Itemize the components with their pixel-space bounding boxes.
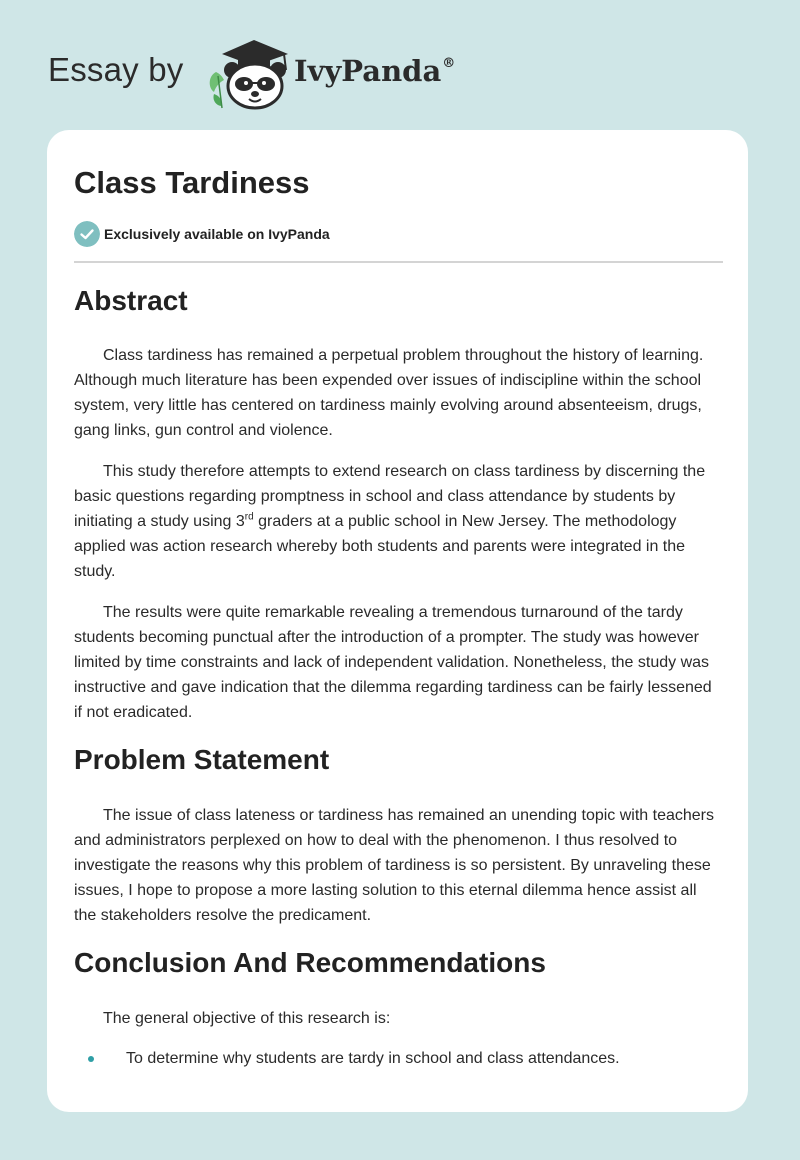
abstract-paragraph-2: [74, 459, 723, 584]
exclusive-badge: [74, 221, 374, 247]
section-heading-abstract: Abstract: [74, 285, 188, 316]
panda-logo-icon: [202, 36, 292, 110]
list-item: [74, 1046, 723, 1071]
check-circle-icon: [74, 221, 100, 247]
ordinal-suffix: rd: [244, 511, 254, 523]
abstract-paragraph-3: The results were quite remarkable revealing a tremendous turnaround of the tardy students becoming punctual after the introduction of a prompter. The study was however limited by time constraints and lack of independent validation. Nonetheless, the study was instructive and gave indication that the dilemma regarding tardiness can be fairly lessened if not eradicated.: [74, 604, 712, 721]
bullet-icon: [88, 1056, 94, 1062]
section-heading-conclusion: Conclusion And Recommendations: [74, 947, 546, 978]
conclusion-paragraph-1: The general objective of this research is:: [103, 1010, 391, 1027]
problem-paragraph-1: The issue of class lateness or tardiness has remained an unending topic with teachers and administrators perplexed on how to deal with the phenomenon. I thus resolved to investigate the reasons why this problem of tardiness is so persistent. By unraveling these issues, I hope to propose a more lasting solution to this eternal dilemma hence assist all the stakeholders resolve the predicament.: [74, 807, 715, 924]
section-heading-problem-statement: Problem Statement: [74, 744, 330, 775]
brand-name: [294, 54, 455, 88]
list-item-text: To determine why students are tardy in school and class attendances.: [126, 1050, 620, 1067]
brand-name-text: IvyPanda: [294, 54, 442, 88]
exclusive-badge-label: Exclusively available on IvyPanda: [104, 226, 330, 242]
page-title: Class Tardiness: [74, 165, 310, 200]
abstract-paragraph-2-text-a: This study therefore attempts to extend research on class tardiness by discerning the basic questions regarding promptness in school and class attendance by students by initiating a study using 3: [74, 463, 706, 530]
abstract-paragraph-1: Class tardiness has remained a perpetual problem throughout the history of learning. Although much literature has been expended over issues of indiscipline within the school system, very little has centered on tardiness mainly evolving around absenteeism, drugs, gang links, gun control and violence.: [74, 347, 704, 439]
registered-mark: ®: [442, 56, 456, 71]
site-brand[interactable]: [48, 34, 468, 108]
abstract-paragraph-2-text-b: graders at a public school in New Jersey. The methodology applied was action research whereby both students and parents were integrated in the study.: [74, 513, 686, 580]
essay-card: [47, 130, 748, 1112]
divider: [74, 261, 723, 263]
essay-by-label: Essay by: [48, 51, 184, 88]
